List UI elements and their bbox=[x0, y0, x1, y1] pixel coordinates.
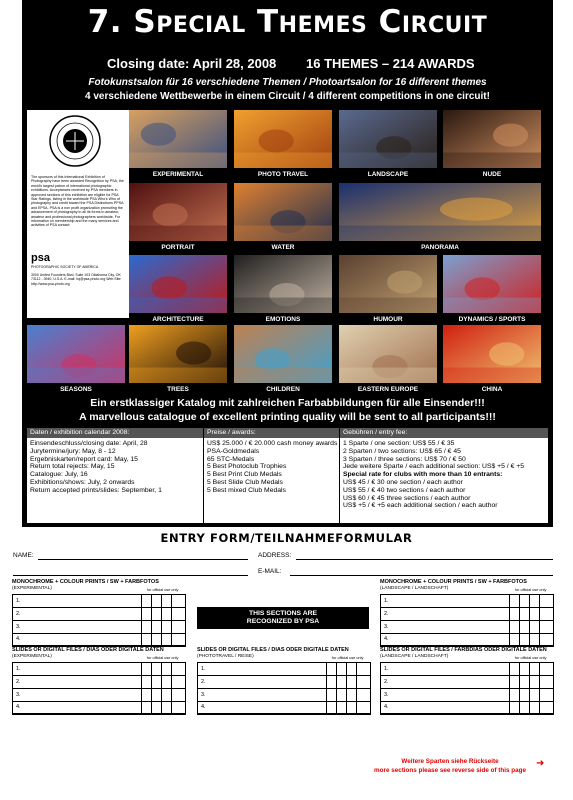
catalog-note-en: A marvellous catalogue of excellent printing quality will be sent to all participants!!! bbox=[79, 411, 496, 423]
entry-row[interactable] bbox=[381, 633, 553, 646]
tagline-circuit: 4 verschiedene Wettbewerbe in einem Circuit / 4 different competitions in one circuit! bbox=[85, 91, 490, 102]
official-use-cell bbox=[161, 595, 162, 646]
address-field[interactable] bbox=[296, 559, 553, 560]
club-fee-line: US$ +5 / € +5 each additional section / each author bbox=[343, 502, 498, 510]
award-line: PSA-Goldmedals bbox=[207, 447, 260, 455]
official-use-cell bbox=[326, 663, 327, 714]
psa-text: The sponsors of this International Exhibition of Photography have been awarded Recognition by PSA, the world's largest patron of international photographic exhibitions. Acceptances received by PSA members in approved sections of this exhibition are eligible for PSA Star Ratings, listing in the worldwide PSA Who's Who of photography and credit toward the PSA Distinctions PPSA and EPSA. PSA is a non profit organization promoting the advancement of photography in all its forms in amateur, amateur and professional photographers worldwide. For information on membership and the many services and activities of PSA contact: bbox=[31, 175, 124, 228]
row-number: 3. bbox=[16, 623, 21, 630]
award-line: 65 STC-Medals bbox=[207, 455, 255, 463]
fee-line: 2 Sparten / two sections: US$ 65 / € 45 bbox=[343, 447, 461, 455]
official-use-cell bbox=[509, 595, 510, 646]
section-subtitle: (EXPERIMENTAL) bbox=[12, 585, 52, 591]
theme-caption: CHINA bbox=[481, 386, 503, 393]
tagline-themes: Fotokunstsalon für 16 verschiedene Themen / Photoartsalon for 16 different themes bbox=[88, 77, 487, 88]
theme-caption: PANORAMA bbox=[421, 244, 459, 251]
entry-row[interactable] bbox=[381, 676, 553, 689]
section-header bbox=[12, 648, 164, 659]
row-number: 3. bbox=[384, 623, 389, 630]
theme-photo bbox=[443, 255, 541, 313]
theme-caption: NUDE bbox=[482, 171, 502, 178]
section-title: SLIDES OR DIGITAL FILES / DIAS ODER DIGITALE DATEN bbox=[12, 647, 164, 653]
row-number: 1. bbox=[201, 666, 206, 672]
theme-caption: PORTRAIT bbox=[161, 244, 195, 251]
psa-notice-line: RECOGNIZED BY PSA bbox=[246, 618, 320, 625]
address-label: ADDRESS: bbox=[258, 552, 292, 559]
name-field[interactable] bbox=[38, 559, 248, 560]
entry-grid bbox=[12, 662, 186, 715]
row-number: 2. bbox=[384, 678, 389, 685]
psa-notice-box bbox=[197, 607, 369, 629]
entry-row[interactable] bbox=[13, 663, 185, 676]
row-number: 1. bbox=[16, 598, 21, 604]
page-title: 7. Special Themes Circuit bbox=[87, 4, 488, 40]
section-subtitle: (EXPERIMENTAL) bbox=[12, 653, 52, 659]
official-use-label: for official use only bbox=[332, 656, 364, 660]
award-line: 5 Best mixed Club Medals bbox=[207, 486, 286, 494]
section-header bbox=[380, 580, 527, 591]
section-header bbox=[12, 580, 159, 591]
fee-line: 1 Sparte / one section: US$ 55 / € 35 bbox=[343, 440, 455, 447]
psa-recognition-box bbox=[27, 110, 129, 318]
award-line: 5 Best Photoclub Trophies bbox=[207, 463, 287, 471]
club-fee-line: US$ 55 / € 40 two sections / each author bbox=[343, 486, 466, 494]
theme-caption: DYNAMICS / SPORTS bbox=[458, 316, 526, 323]
email-field[interactable] bbox=[290, 575, 553, 576]
official-use-label: for official use only bbox=[515, 588, 547, 592]
theme-caption: HUMOUR bbox=[373, 316, 403, 323]
row-number: 1. bbox=[384, 666, 389, 672]
award-line: US$ 25.000 / € 20.000 cash money awards bbox=[207, 440, 338, 447]
club-rate-header: Special rate for clubs with more than 10 entrants: bbox=[343, 471, 503, 479]
row-number: 2. bbox=[201, 678, 206, 685]
entry-row[interactable] bbox=[13, 633, 185, 646]
official-use-cell bbox=[151, 663, 152, 714]
theme-caption: EXPERIMENTAL bbox=[152, 171, 204, 178]
official-use-cell bbox=[161, 663, 162, 714]
entry-form-title: ENTRY FORM/TEILNAHMEFORMULAR bbox=[160, 531, 413, 545]
entry-row[interactable] bbox=[198, 663, 370, 676]
row-number: 4. bbox=[384, 704, 389, 711]
club-fee-line: US$ 60 / € 45 three sections / each author bbox=[343, 494, 471, 502]
entry-row[interactable] bbox=[198, 676, 370, 689]
fees-lines bbox=[340, 438, 548, 510]
official-use-cell bbox=[141, 663, 142, 714]
official-use-cell bbox=[539, 663, 540, 714]
theme-photo bbox=[443, 110, 541, 168]
entry-grid bbox=[197, 662, 371, 715]
row-number: 4. bbox=[384, 636, 389, 643]
entry-row[interactable] bbox=[13, 608, 185, 621]
psa-name: PHOTOGRAPHIC SOCIETY OF AMERICA bbox=[31, 265, 99, 269]
official-use-cell bbox=[346, 663, 347, 714]
entry-row[interactable] bbox=[381, 701, 553, 714]
address-line-2[interactable] bbox=[13, 575, 248, 576]
theme-photo bbox=[129, 110, 227, 168]
official-use-label: for official use only bbox=[515, 656, 547, 660]
theme-caption: CHILDREN bbox=[266, 386, 300, 393]
theme-caption: SEASONS bbox=[60, 386, 92, 393]
theme-caption: TREES bbox=[167, 386, 189, 393]
entry-row[interactable] bbox=[13, 701, 185, 714]
closing-date: Closing date: April 28, 2008 bbox=[107, 56, 277, 71]
theme-caption: WATER bbox=[271, 244, 295, 251]
row-number: 3. bbox=[384, 691, 389, 698]
awards-lines bbox=[204, 438, 339, 495]
theme-photo bbox=[339, 255, 437, 313]
official-use-cell bbox=[336, 663, 337, 714]
theme-caption: LANDSCAPE bbox=[367, 171, 409, 178]
row-number: 3. bbox=[201, 691, 206, 698]
row-number: 4. bbox=[16, 704, 21, 711]
theme-caption: EMOTIONS bbox=[265, 316, 301, 323]
themes-count: 16 THEMES – 214 AWARDS bbox=[306, 56, 475, 71]
section-title: SLIDES OR DIGITAL FILES / FARBDIAS ODER DIGITALE DATEN bbox=[380, 647, 547, 653]
official-use-label: for official use only bbox=[147, 656, 179, 660]
row-number: 1. bbox=[384, 598, 389, 604]
entry-row[interactable] bbox=[13, 595, 185, 608]
entry-grid bbox=[12, 594, 186, 647]
theme-photo bbox=[339, 110, 437, 168]
calendar-line: Exhibitions/shows: July, 2 onwards bbox=[30, 478, 135, 486]
row-number: 3. bbox=[16, 691, 21, 698]
theme-caption: PHOTO TRAVEL bbox=[257, 171, 309, 178]
entry-row[interactable] bbox=[13, 676, 185, 689]
entry-row[interactable] bbox=[198, 701, 370, 714]
official-use-cell bbox=[171, 595, 172, 646]
row-number: 1. bbox=[16, 666, 21, 672]
entry-row[interactable] bbox=[381, 663, 553, 676]
row-number: 2. bbox=[384, 610, 389, 617]
calendar-line: Return total rejects: May, 15 bbox=[30, 463, 115, 471]
calendar-header: Daten / exhibition calendar 2008: bbox=[27, 428, 203, 438]
calendar-line: Return accepted prints/slides: September, 1 bbox=[30, 486, 162, 494]
psa-seal-icon bbox=[48, 114, 102, 168]
entry-row[interactable] bbox=[381, 621, 553, 634]
awards-column bbox=[204, 428, 340, 523]
entry-row[interactable] bbox=[381, 689, 553, 702]
row-number: 4. bbox=[201, 704, 206, 711]
theme-photo bbox=[27, 325, 125, 383]
section-subtitle: (LANDSCAPE / LANDSCHAFT) bbox=[380, 653, 449, 659]
entry-grid bbox=[380, 662, 554, 715]
section-subtitle: (LANDSCAPE / LANDSCHAFT) bbox=[380, 585, 449, 591]
theme-photo bbox=[339, 325, 437, 383]
section-title: MONOCHROME + COLOUR PRINTS / SW + FARBFOTOS bbox=[380, 579, 527, 585]
poster-header bbox=[22, 0, 553, 527]
name-label: NAME: bbox=[13, 552, 34, 559]
award-line: 5 Best Slide Club Medals bbox=[207, 478, 283, 486]
theme-caption: EASTERN EUROPE bbox=[357, 386, 419, 393]
psa-logo: psa bbox=[31, 252, 50, 264]
psa-notice-line: THIS SECTIONS ARE bbox=[248, 610, 318, 617]
entry-row[interactable] bbox=[13, 621, 185, 634]
footnote-en: more sections please see reverse side of this page bbox=[374, 767, 526, 774]
arrow-right-icon: ➜ bbox=[536, 758, 545, 769]
email-label: E-MAIL: bbox=[258, 568, 282, 575]
info-table bbox=[27, 428, 548, 523]
entry-row[interactable] bbox=[381, 608, 553, 621]
catalog-note-de: Ein erstklassiger Katalog mit zahlreichen Farbabbildungen für alle Einsender!!! bbox=[90, 397, 485, 409]
footnote-de: Weitere Sparten siehe Rückseite bbox=[401, 758, 499, 765]
official-use-label: for official use only bbox=[147, 588, 179, 592]
official-use-cell bbox=[539, 595, 540, 646]
entry-row[interactable] bbox=[198, 689, 370, 702]
awards-header: Preise / awards: bbox=[204, 428, 339, 438]
calendar-line: Jurytermine/jury: May, 8 - 12 bbox=[30, 447, 116, 455]
theme-photo bbox=[339, 183, 541, 241]
section-title: SLIDES OR DIGITAL FILES / DIAS ODER DIGITALE DATEN bbox=[197, 647, 349, 653]
official-use-cell bbox=[151, 595, 152, 646]
theme-photo bbox=[129, 255, 227, 313]
official-use-cell bbox=[529, 663, 530, 714]
official-use-cell bbox=[171, 663, 172, 714]
theme-caption: ARCHITECTURE bbox=[152, 316, 204, 323]
theme-photo bbox=[234, 255, 332, 313]
section-title: MONOCHROME + COLOUR PRINTS / SW + FARBFOTOS bbox=[12, 579, 159, 585]
official-use-cell bbox=[356, 663, 357, 714]
theme-photo bbox=[443, 325, 541, 383]
calendar-line: Einsendeschluss/closing date: April, 28 bbox=[30, 440, 148, 447]
theme-photo bbox=[129, 183, 227, 241]
official-use-cell bbox=[519, 663, 520, 714]
section-subtitle: (PHOTOTRAVEL / REISE) bbox=[197, 653, 254, 659]
club-fee-line: US$ 45 / € 30 one section / each author bbox=[343, 478, 463, 486]
official-use-cell bbox=[519, 595, 520, 646]
entry-row[interactable] bbox=[13, 689, 185, 702]
calendar-column bbox=[27, 428, 204, 523]
section-header bbox=[197, 648, 349, 659]
theme-photo bbox=[234, 110, 332, 168]
psa-address: 3000 United Founders Blvd. Suite 103 Oklahoma City, OK 73112 - 3940, U.S.A. E-mail: hq@psa-photo.org Web Site: http://www.psa-photo.org bbox=[31, 273, 122, 286]
row-number: 4. bbox=[16, 636, 21, 643]
theme-photo bbox=[234, 325, 332, 383]
official-use-cell bbox=[529, 595, 530, 646]
row-number: 2. bbox=[16, 678, 21, 685]
award-line: 5 Best Print Club Medals bbox=[207, 471, 282, 479]
entry-grid bbox=[380, 594, 554, 647]
fees-column bbox=[340, 428, 548, 523]
fees-header: Gebühren / entry fee: bbox=[340, 428, 548, 438]
theme-photo bbox=[129, 325, 227, 383]
calendar-lines bbox=[27, 438, 203, 495]
calendar-line: Catalogue: July, 16 bbox=[30, 471, 88, 479]
entry-row[interactable] bbox=[381, 595, 553, 608]
fee-line: Jede weitere Sparte / each additional section: US$ +5 / € +5 bbox=[343, 463, 524, 471]
fee-line: 3 Sparten / three sections: US$ 70 / € 50 bbox=[343, 455, 466, 463]
official-use-cell bbox=[141, 595, 142, 646]
theme-photo bbox=[234, 183, 332, 241]
row-number: 2. bbox=[16, 610, 21, 617]
official-use-cell bbox=[509, 663, 510, 714]
calendar-line: Ergebniskarten/report card: May, 15 bbox=[30, 455, 138, 463]
